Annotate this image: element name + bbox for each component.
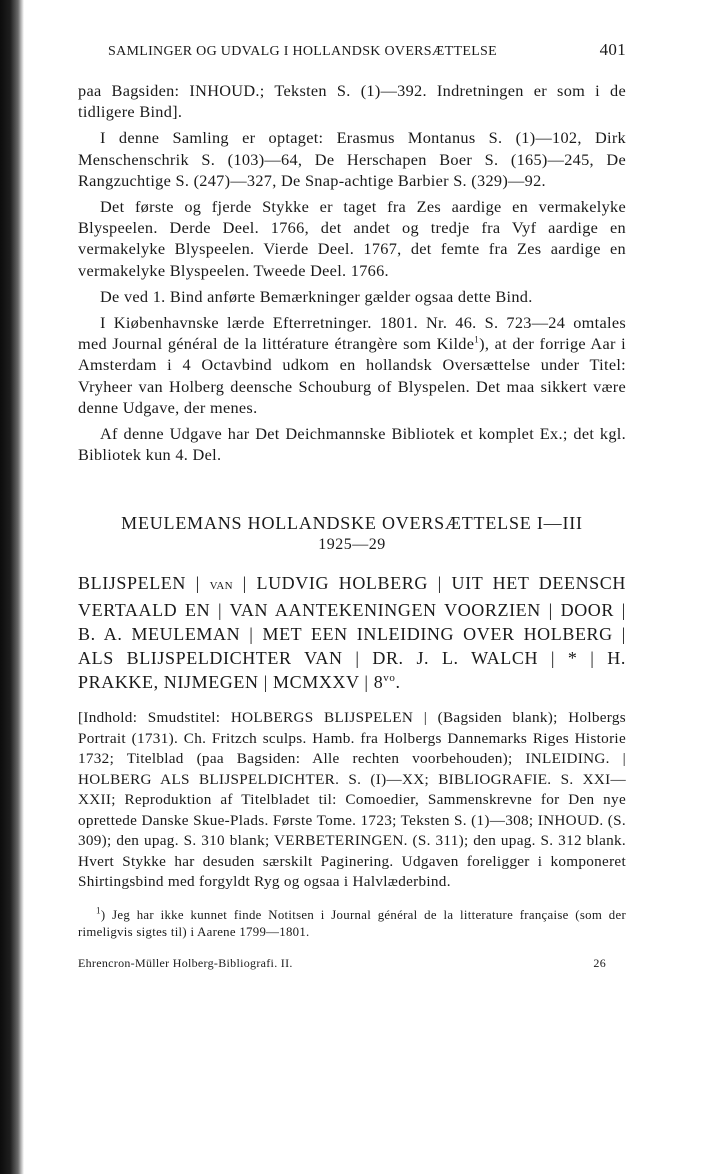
page-content: [78, 40, 626, 971]
footer-bibliography: Ehrencron-Müller Holberg-Bibliografi. II.: [78, 955, 293, 970]
title-part-2: | LUDVIG HOLBERG | UIT HET DEENSCH VERTAALD EN | VAN AANTEKENINGEN VOORZIEN | DOOR | B. A. MEULEMAN | MET EEN INLEIDING OVER HOLBERG | ALS BLIJSPELDICHTER VAN | DR. J. L. WALCH | * | H. PRAKKE, NIJMEGEN | MCMXXV | 8: [78, 573, 626, 693]
running-head: [78, 40, 626, 60]
signature-number: 26: [593, 955, 606, 970]
footnote-reference: 1: [474, 334, 480, 345]
paragraph-collection-contents: I denne Samling er optaget: Erasmus Montanus S. (1)—102, Dirk Menschenschrik S. (103)—64, De Herschapen Boer S. (165)—245, De Rangzuchtige S. (247)—327, De Snap-achtige Barbier S. (329)—92.: [78, 128, 626, 190]
title-end: .: [395, 672, 401, 693]
footnote: $^1$) Jeg har ikke kunnet finde Notitsen i Journal général de la litterature française (som der rimeligvis sigtes til) i Aarene 1799—1801.: [78, 905, 627, 939]
paragraph-kjobenhavn: I Kiøbenhavnske lærde Efterretninger. 1801. Nr. 46. S. 723—24 omtales med Journal général de la littérature étrangère som Kilde$^1$), at der forrige Aar i Amsterdam i 4 Octavbind udkom en hollandsk Oversættelse under Titel: Vryheer van Holberg deensche Schouburg of Blyspelen. Det maa sikkert være denne Udgave, der menes.: [78, 313, 626, 417]
title-van: VAN: [209, 580, 233, 593]
kjobenhavn-text-after: , at der forrige Aar i Amsterdam i 4 Octavbind udkom en hollandsk Oversættelse under Titel: Vryheer van Holberg deensche Schouburg of Blyspelen. Det maa sikkert være denne Udgave, der menes.: [78, 334, 626, 417]
footnote-text: Jeg har ikke kunnet finde Notitsen i Journal général de la litterature française (som der rimeligvis sigtes til) i Aarene 1799—1801.: [78, 907, 627, 939]
binding-gutter: [0, 0, 24, 1174]
section-years: 1925—29: [318, 536, 386, 554]
paragraph-remarks: De ved 1. Bind anførte Bemærkninger gælder ogsaa dette Bind.: [100, 286, 533, 306]
title-part-1: BLIJSPELEN |: [78, 573, 210, 594]
footnote-marker: 1: [96, 905, 101, 916]
title-page-transcription: [78, 571, 626, 694]
paragraph-sources: Det første og fjerde Stykke er taget fra Zes aardige en vermakelyke Blyspeelen. Derde Deel. 1766, det andet og tredje fra Vyf aardige en vermakelyke Blyspeelen. Vierde Deel. 1767, det femte fra Zes aardige en vermakelyke Blyspeelen. Tweede Deel. 1766.: [78, 197, 626, 280]
kjobenhavn-text-before: I Kiøbenhavnske lærde Efterretninger. 1801. Nr. 46. S. 723—24 omtales med Journal général de la littérature étrangère som Kilde: [78, 313, 626, 354]
section-title: MEULEMANS HOLLANDSKE OVERSÆTTELSE I—III: [121, 513, 583, 534]
title-format-vo: vo: [383, 672, 396, 685]
paragraph-continuation: paa Bagsiden: INHOUD.; Teksten S. (1)—392. Indretningen er som i de tidligere Bind].: [78, 81, 626, 122]
contents-description: [Indhold: Smudstitel: HOLBERGS BLIJSPELEN | (Bagsiden blank); Holbergs Portrait (1731). Ch. Fritzch sculps. Hamb. fra Holbergs Dannemarks Riges Historie 1732; Titelblad (paa Bagsiden: Alle rechten voorbehouden); INLEIDING. | HOLBERG ALS BLIJSPELDICHTER. S. (I)—XX; BIBLIOGRAFIE. S. XXI—XXII; Reproduktion af Titelbladet til: Comoedier, Sammenskrevne for Den nye oprettede Danske Skue-Plads. Første Tome. 1723; Teksten S. (1)—308; INHOUD. (S. 309); den upag. S. 310 blank; VERBETERINGEN. (S. 311); den upag. S. 312 blank. Hvert Stykke har desuden særskilt Paginering. Udgaven foreligger i komponeret Shirtingsbind med forgyldt Ryg og ogsaa i Halvlæderbind.: [78, 709, 626, 891]
paragraph-deichman: Af denne Udgave har Det Deichmannske Bibliotek et komplet Ex.; det kgl. Bibliotek kun 4. Del.: [78, 424, 626, 465]
page-footer: [78, 956, 626, 971]
running-title: SAMLINGER OG UDVALG I HOLLANDSK OVERSÆTTELSE: [108, 44, 497, 59]
body-text: [78, 80, 626, 465]
page-number: 401: [599, 40, 626, 59]
